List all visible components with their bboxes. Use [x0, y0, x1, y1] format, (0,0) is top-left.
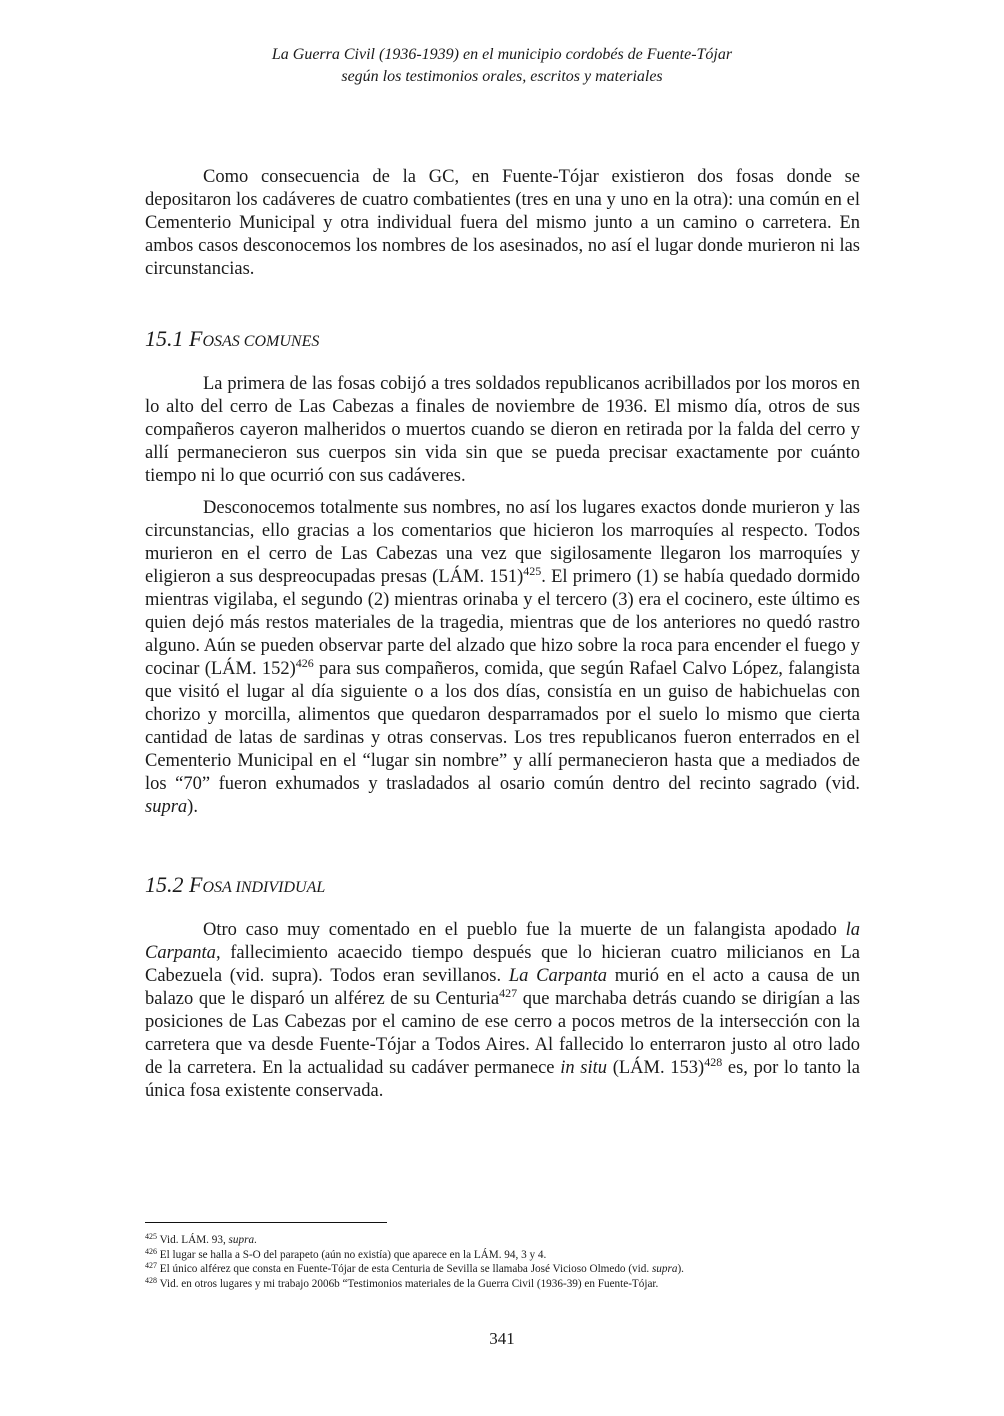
footnote-ref-425: 425 — [523, 564, 542, 578]
footnote-text: ). — [677, 1263, 684, 1275]
footnote-text: Vid. LÁM. 93, — [157, 1234, 229, 1246]
text-span: ). — [187, 797, 198, 817]
section-title-rest: OSA INDIVIDUAL — [202, 879, 326, 896]
footnotes — [145, 1233, 860, 1291]
footnote-427 — [145, 1262, 860, 1277]
main-content — [145, 166, 860, 1103]
section-1-paragraph-2 — [145, 497, 860, 819]
section-heading-15-2 — [145, 872, 860, 901]
italic-text: la Carpanta — [145, 920, 860, 963]
footnote-text: . — [254, 1234, 257, 1246]
footnote-425 — [145, 1233, 860, 1248]
text-span: es, por lo tanto la única fosa existente conservada. — [145, 1058, 861, 1101]
footnote-number: 425 — [145, 1232, 157, 1241]
footnote-text: Vid. en otros lugares y mi trabajo 2006b “Testimonios materiales de la Guerra Civil (1936-39) en Fuente-Tójar. — [157, 1277, 659, 1290]
page-number: 341 — [489, 1329, 515, 1348]
section-title-initial: F — [189, 326, 203, 351]
footnote-ref-428: 428 — [704, 1055, 723, 1069]
section-heading-15-1 — [145, 326, 860, 355]
running-header — [0, 44, 1004, 88]
footnote-number: 427 — [145, 1261, 157, 1270]
section-title-rest: OSAS COMUNES — [202, 333, 320, 350]
italic-text: supra — [145, 797, 188, 817]
section-2-paragraph — [145, 919, 860, 1103]
footnote-text: El único alférez que consta en Fuente-Tójar de esta Centuria de Sevilla se llamaba José Vicioso Olmedo (vid. — [157, 1263, 652, 1275]
footnote-426 — [145, 1248, 860, 1263]
italic-text: supra — [228, 1234, 255, 1246]
footnote-number: 426 — [145, 1246, 157, 1256]
section-number: 15.1 — [145, 326, 184, 351]
section-title-initial: F — [189, 872, 203, 897]
intro-paragraph: Como consecuencia de la GC, en Fuente-Tójar existieron dos fosas donde se depositaron los cadáveres de cuatro combatientes (tres en una y uno en la otra): una común en el Cementerio Municipal y otra individual fuera del mismo junto a un camino o carretera. En ambos casos desconocemos los nombres de los asesinados, no así el lugar donde murieron ni las circunstancias. — [145, 167, 860, 279]
italic-text: La Carpanta — [508, 966, 608, 986]
text-span: Otro caso muy comentado en el pueblo fue la muerte de un falangista apodado — [203, 920, 846, 940]
footnote-number: 428 — [145, 1275, 157, 1285]
running-header-line-1: La Guerra Civil (1936-1939) en el municipio cordobés de Fuente-Tójar — [271, 46, 733, 63]
footnote-ref-427: 427 — [499, 986, 518, 1000]
section-1-paragraph-1: La primera de las fosas cobijó a tres soldados republicanos acribillados por los moros en lo alto del cerro de Las Cabezas a finales de noviembre de 1936. El mismo día, otros de sus compañeros cayeron malheridos o muertos cuando se dieron en retirada por la falda del cerro y allí permanecieron sus cuerpos sin vida sin que se pueda precisar exactamente por cuánto tiempo ni lo que ocurrió con sus cadáveres. — [145, 374, 860, 486]
text-span: murió en el acto a causa de un balazo que le disparó un alférez de su Centuria — [145, 966, 861, 1009]
text-span: . El primero (1) se había quedado dormido mientras vigilaba, el segundo (2) mientras orinaba y el tercero (3) era el cocinero, este último es quien dejó más restos materiales de la tragedia, mientras que de los anteriores no quedó rastro alguno. Aún se pueden observar parte del alzado que hizo sobre la roca para encender el fuego y cocinar (LÁM. 152) — [145, 567, 860, 679]
text-span: Desconocemos totalmente sus nombres, no así los lugares exactos donde murieron y las circunstancias, ello gracias a los comentarios que hicieron los marroquíes al respecto. Todos murieron en el cerro de Las Cabezas una vez que sigilosamente llegaron los marroquíes y eligieron a sus despreocupadas presas (LÁM. 151) — [145, 498, 860, 587]
footnote-separator — [145, 1222, 387, 1223]
footnote-ref-426: 426 — [295, 656, 314, 670]
section-number: 15.2 — [145, 872, 184, 897]
running-header-line-2: según los testimonios orales, escritos y materiales — [341, 68, 663, 85]
italic-text: in situ — [560, 1058, 608, 1078]
italic-text: supra — [651, 1263, 678, 1275]
text-span: , fallecimiento acaecido tiempo después que lo hicieran cuatro milicianos en La Cabezuela (vid. supra). Todos eran sevillanos. — [145, 943, 860, 986]
footnote-text: El lugar se halla a S-O del parapeto (aún no existía) que aparece en la LÁM. 94, 3 y 4. — [157, 1248, 547, 1261]
text-span: (LÁM. 153) — [607, 1058, 705, 1078]
footnote-428 — [145, 1277, 860, 1292]
text-span: para sus compañeros, comida, que según Rafael Calvo López, falangista que visitó el lugar al día siguiente o a los dos días, consistía en un guiso de habichuelas con chorizo y morcilla, alimentos que quedaron desparramados por el suelo lo mismo que cierta cantidad de latas de sardinas y otras conservas. Los tres republicanos fueron enterrados en el Cementerio Municipal en el “lugar sin nombre” y allí permanecieron hasta que a mediados de los “70” fueron exhumados y trasladados al osario común dentro del recinto sagrado (vid. — [145, 659, 860, 794]
text-span: que marchaba detrás cuando se dirigían a las posiciones de Las Cabezas por el camino de ese cerro a pocos metros de la intersección con la carretera que va desde Fuente-Tójar a Todos Aires. Al fallecido lo enterraron justo al otro lado de la carretera. En la actualidad su cadáver permanece — [145, 989, 861, 1078]
